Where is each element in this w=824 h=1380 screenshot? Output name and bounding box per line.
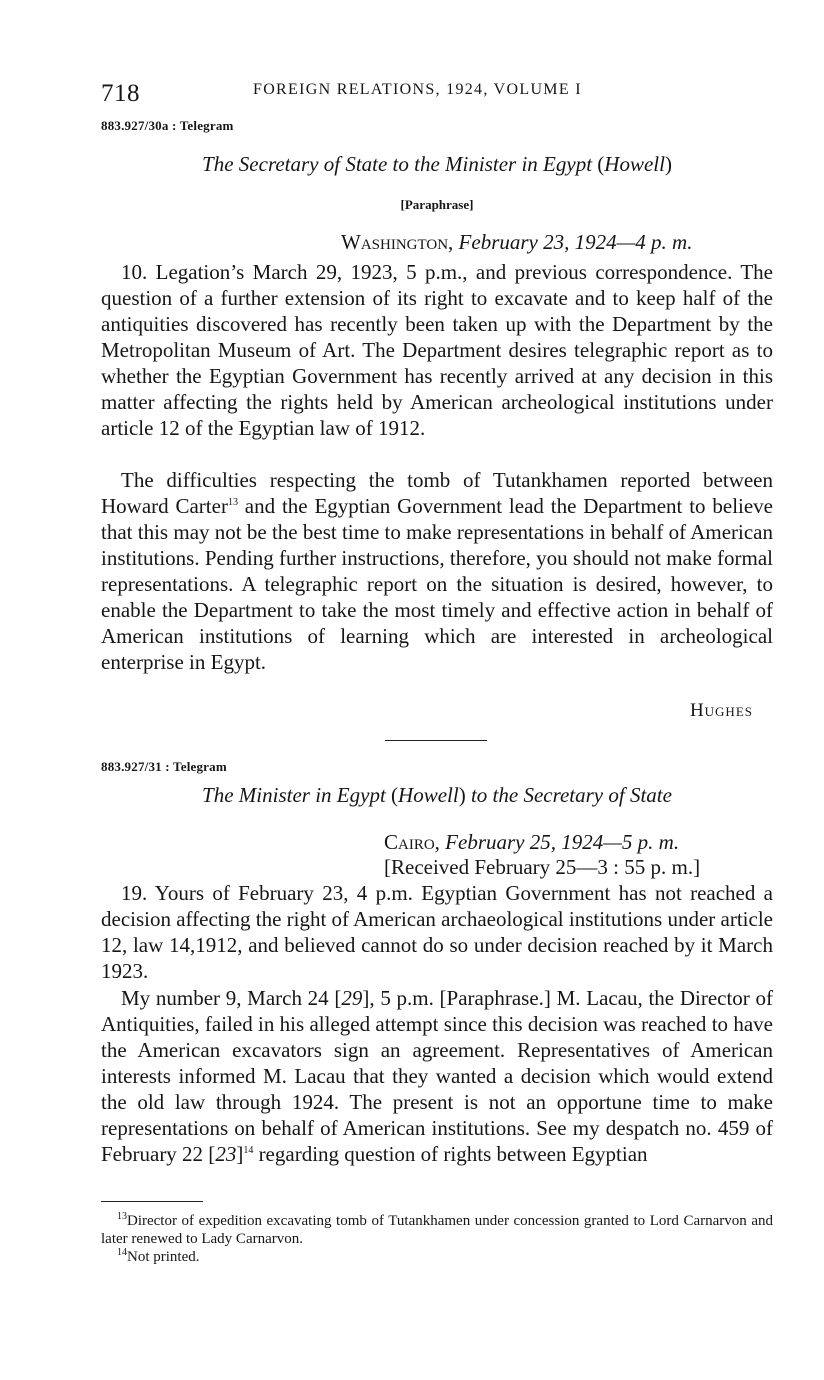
title-text: The Secretary of State to the Minister in Egypt [202, 152, 598, 176]
title-text: to the Secretary of State [465, 783, 672, 807]
dateline [384, 830, 679, 855]
document-title: The Minister in Egypt (Howell) to the Secretary of State [202, 783, 672, 807]
dateline [341, 230, 692, 255]
footnotes [101, 1212, 773, 1266]
editorial-correction: 29 [341, 986, 363, 1010]
document-title: The Secretary of State to the Minister in Egypt (Howell) [202, 152, 672, 176]
footnote-ref[interactable]: 13 [227, 497, 238, 508]
paraphrase-label: [Paraphrase] [400, 197, 474, 212]
page-header [101, 76, 773, 108]
editorial-correction: 23 [215, 1142, 237, 1166]
footnote-ref[interactable]: 14 [243, 1145, 254, 1156]
body-paragraph [101, 467, 773, 675]
paragraph-text: My number 9, March 24 [ [121, 986, 342, 1010]
dateline-place: Washington, [341, 230, 454, 254]
paragraph-text: regarding question of rights between Egyptian [253, 1142, 648, 1166]
signature: Hughes [689, 700, 753, 721]
dateline-place: Cairo, [384, 830, 440, 854]
title-text: The Minister in Egypt [202, 783, 392, 807]
section-divider [385, 740, 487, 741]
title-name: Howell [398, 783, 459, 807]
dateline-date: February 25, 1924—5 p. m. [445, 830, 680, 854]
body-paragraph: 19. Yours of February 23, 4 p.m. Egyptian Government has not reached a decision affecting the right of American archaeological institutions under article 12, law 14,1912, and believed cannot do so under decision reached by it March 1923. [101, 881, 773, 983]
paragraph-text: ] [236, 1142, 244, 1166]
footnote-mark: 13 [117, 1211, 127, 1222]
footnote-divider [101, 1201, 203, 1202]
received-line: [Received February 25—3 : 55 p. m.] [384, 855, 701, 879]
paragraph-text: ], 5 p.m. [Paraphrase.] M. Lacau, the Director of Antiquities, failed in his alleged attempt since this decision was reached to have the American excavators sign an agreement. Representatives of American interests informed M. Lacau that they wanted a decision which would extend the old law through 1924. The present is not an opportune time to make representations on behalf of American institutions. See my despatch no. 459 of February 22 [ [101, 986, 773, 1166]
paragraph-text: The difficulties respecting the tomb of Tutankhamen reported between Howard Carter [101, 468, 773, 518]
document-reference: 883.927/31 : Telegram [101, 759, 227, 774]
running-title: FOREIGN RELATIONS, 1924, VOLUME I [253, 81, 582, 98]
dateline-date: February 23, 1924—4 p. m. [458, 230, 693, 254]
title-name: Howell [604, 152, 665, 176]
footnote [101, 1212, 773, 1248]
body-paragraph [101, 985, 773, 1167]
footnote-text: Not printed. [127, 1249, 200, 1265]
paragraph-text: and the Egyptian Government lead the Department to believe that this may not be the best time to make representations in behalf of American institutions. Pending further instructions, therefore, you should not make formal representations. A telegraphic report on the situation is desired, however, to enable the Department to take the most timely and effective action in behalf of American institutions of learning which are interested in archeological enterprise in Egypt. [101, 494, 774, 674]
footnote-mark: 14 [117, 1247, 127, 1258]
footnote [101, 1248, 773, 1266]
body-paragraph: 10. Legation’s March 29, 1923, 5 p.m., and previous correspondence. The question of a further extension of its right to excavate and to keep half of the antiquities discovered has recently been taken up with the Department by the Metropolitan Museum of Art. The Department desires telegraphic report as to whether the Egyptian Government has recently arrived at any decision in this matter affecting the rights held by American archeological institutions under article 12 of the Egyptian law of 1912. [101, 260, 773, 440]
page-number: 718 [101, 80, 140, 107]
document-reference: 883.927/30a : Telegram [101, 118, 234, 133]
footnote-text: Director of expedition excavating tomb of Tutankhamen under concession granted to Lord Carnarvon and later renewed to Lady Carnarvon. [101, 1213, 773, 1247]
